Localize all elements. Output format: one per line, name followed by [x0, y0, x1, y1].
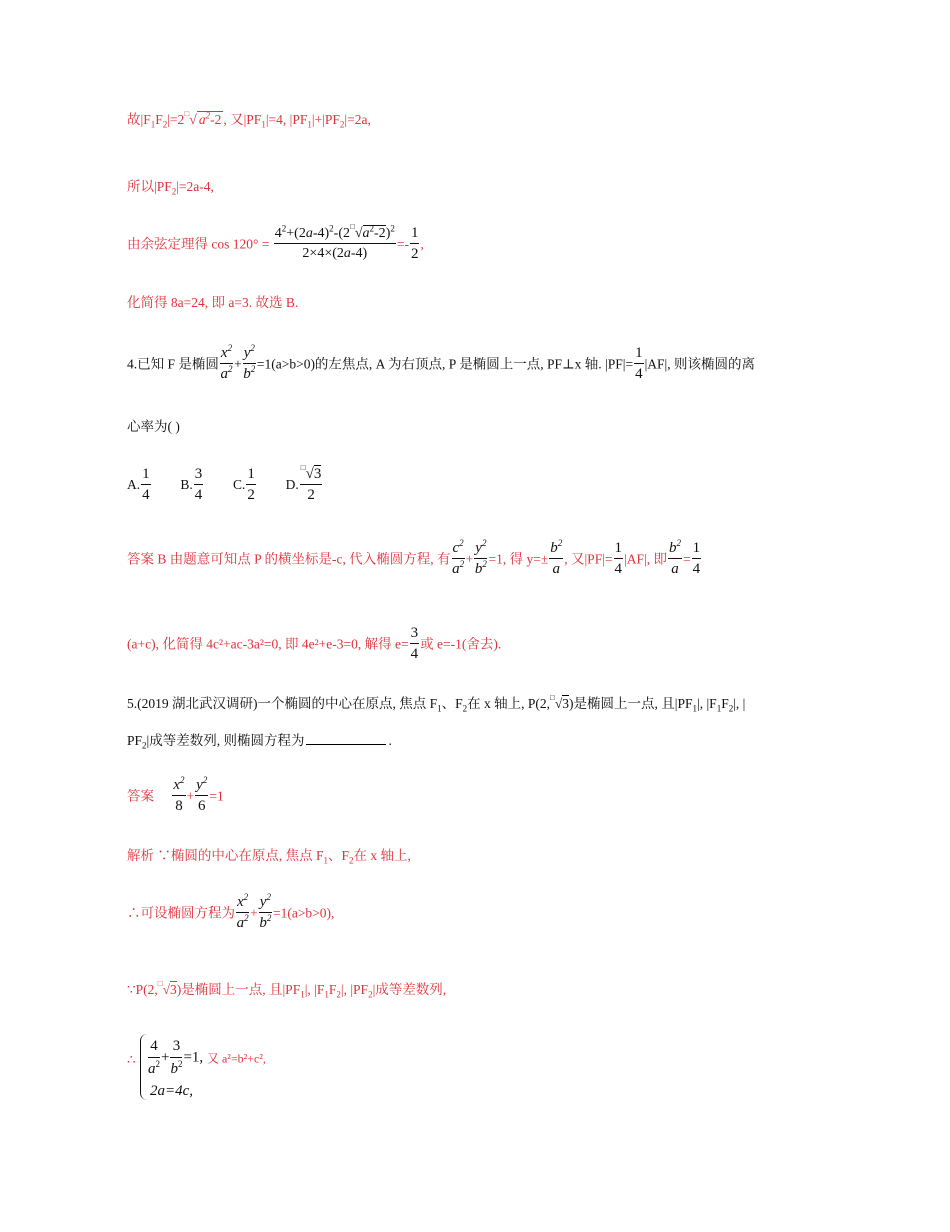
system-brace [140, 1034, 147, 1100]
option-d[interactable]: D. $\frac{^□√3}{2}$ [285, 463, 322, 503]
solution-line-cosine: 由余弦定理得 cos 120° = $\frac{4^2+(2a-4)^2-(2^□√a^2-2)^2}{2\times 4\times(2a-4)}$ =- $\frac{1}{2}$ , [127, 222, 424, 262]
solution-5-line-1: 解析 ∵椭圆的中心在原点, 焦点 $F_1$、$F_2$在 x 轴上, [127, 848, 411, 866]
solution-5-line-2: ∴可设椭圆方程为 $\frac{x^2}{a^2}$ + $\frac{y^2}{b^2}$ =1(a>b>0), [127, 892, 335, 931]
question-5-cont: $PF_2|$成等差数列, 则椭圆方程为 . [127, 733, 392, 751]
option-a[interactable]: A. $\frac{1}{4}$ [127, 466, 150, 503]
answer-blank[interactable] [306, 744, 386, 745]
question-5: 5.(2019 湖北武汉调研)一个椭圆的中心在原点, 焦点 $F_1$、$F_2$在 x 轴上, P(2,□√3)是椭圆上一点, 且$|PF_1|$, $|F_1F_2|$, | [127, 693, 746, 714]
solution-5-line-3: ∵P(2,□√3)是椭圆上一点, 且$|PF_1|$, $|F_1F_2|$, $|PF_2|$成等差数列, [127, 979, 447, 1000]
option-c[interactable]: C. $\frac{1}{2}$ [233, 466, 255, 503]
question-4-cont: 心率为( ) [127, 419, 180, 434]
system-therefore: ∴ [127, 1052, 136, 1067]
option-b[interactable]: B. $\frac{3}{4}$ [180, 466, 203, 503]
solution-line-4: 化简得 8a=24, 即 a=3. 故选 B. [127, 295, 299, 310]
answer-5: 答案 $\frac{x^2}{8}$ + $\frac{y^2}{6}$ =1 [127, 775, 224, 814]
sqrt-expression: □√ $a^2-2$ [184, 109, 222, 128]
answer-4-cont: (a+c), 化简得 4c²+ac-3a²=0, 即 4e²+e-3=0, 解得 e= $\frac{3}{4}$ 或 e=-1(舍去). [127, 625, 502, 662]
solution-line-1: 故$|F_1F_2|=2^□√$ $a^2-2$ , 又$|PF_1|=4$, $|PF_1|+|PF_2|=2a$, [127, 109, 371, 130]
system-eq-2: 2a=4c, [150, 1083, 194, 1099]
cosine-fraction: $\frac{4^2+(2a-4)^2-(2^□√a^2-2)^2}{2\times 4\times(2a-4)}$ [274, 222, 395, 261]
answer-4: 答案 B 由题意可知点 P 的横坐标是-c, 代入椭圆方程, 有 $\frac{c^2}{a^2}$ + $\frac{y^2}{b^2}$ =1, 得 y=± $\frac{b^2}{a}$ , 又|PF|= $\frac{1}{4}$ |AF|, 即 $\frac{b^2}{a}$ = $\frac{1}{4}$ [127, 538, 701, 577]
solution-line-2: 所以$|PF_2|=2a-4$, [127, 179, 214, 197]
options-row [127, 463, 323, 503]
question-4: 4.已知 F 是椭圆 $\frac{x^2}{a^2}$ + $\frac{y^2}{b^2}$ =1(a>b>0)的左焦点, A 为右顶点, P 是椭圆上一点, PF⊥x 轴. |PF|= $\frac{1}{4}$ |AF|, 则该椭圆的离 [127, 343, 755, 382]
system-eq-1: $\frac{4}{a^2}$ + $\frac{3}{b^2}$ =1, 又 a²=b²+c², [148, 1038, 266, 1077]
